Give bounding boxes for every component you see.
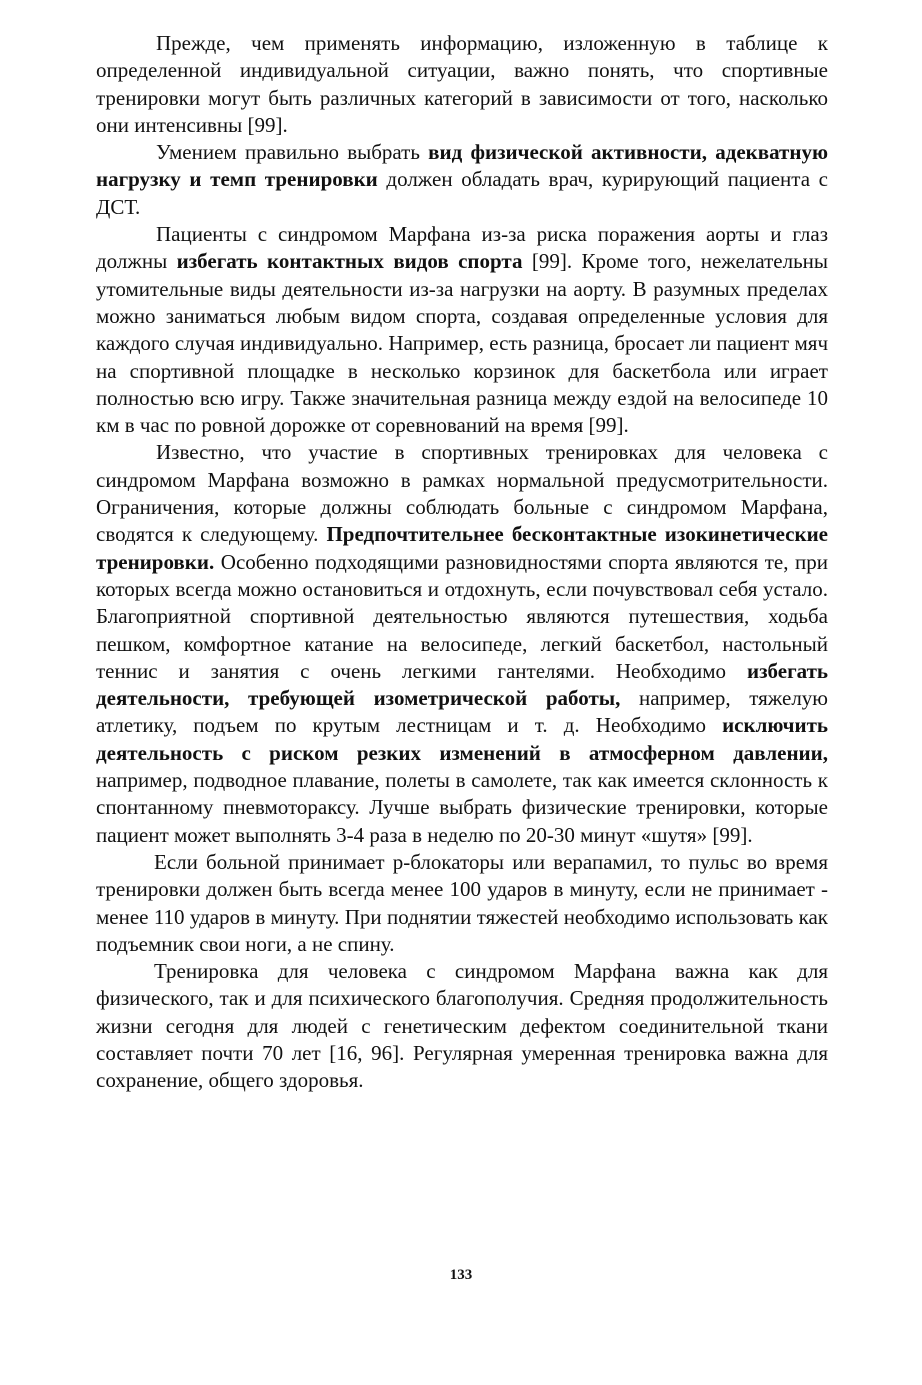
- paragraph-2-bold-a: вид физической активности, адекватную нагрузку и темп тренировки: [96, 140, 829, 192]
- paragraph-2-text-b: должен обладать врач, курирующий пациента с ДСТ.: [96, 167, 828, 219]
- paragraph-4-bold-a: Предпочтительнее бесконтактные изокинетические тренировки.: [96, 522, 829, 574]
- paragraph-4-text-d: например, подводное плавание, полеты в самолете, так как имеется склонность к спонтанному пневмотораксу. Лучше выбрать физические тренировки, которые пациент может выполнять 3-4 раза в неделю по 20-30 минут «шутя» [99].: [96, 768, 828, 847]
- paragraph-1: [96, 30, 828, 139]
- paragraph-3-bold-a: избегать контактных видов спорта: [176, 249, 523, 274]
- paragraph-6-text: Тренировка для человека с синдромом Марфана важна как для физического, так и для психического благополучия. Средняя продолжительность жизни сегодня для людей с генетическим дефектом соединительной ткани составляет почти 70 лет [16, 96]. Регулярная умеренная тренировка важна для сохранение, общего здоровья.: [96, 959, 828, 1093]
- paragraph-4-bold-c: исключить деятельность с риском резких изменений в атмосферном давлении,: [96, 713, 828, 765]
- paragraph-3-text-b: [99]. Кроме того, нежелательны утомительные виды деятельности из-за нагрузки на аорту. В разумных пределах можно заниматься любым видом спорта, создавая определенные условия для каждого случая индивидуально. Например, есть разница, бросает ли пациент мяч на спортивной площадке в несколько корзинок для баскетбола или играет полностью всю игру. Также значительная разница между ездой на велосипеде 10 км в час по ровной дорожке от соревнований на время [99].: [96, 249, 828, 438]
- paragraph-4-text-c: например, тяжелую атлетику, подъем по крутым лестницам и т. д. Необходимо: [96, 686, 828, 738]
- page-number: 133: [449, 1267, 473, 1283]
- paragraph-1-text: Прежде, чем применять информацию, изложенную в таблице к определенной индивидуальной ситуации, важно понять, что спортивные тренировки могут быть различных категорий в зависимости от того, насколько они интенсивны [99].: [96, 31, 828, 137]
- paragraph-4-text-b: Особенно подходящими разновидностями спорта являются те, при которых всегда можно остановиться и отдохнуть, если почувствовал себя устало. Благоприятной спортивной деятельностью являются путешествия, ходьба пешком, комфортное катание на велосипеде, легкий баскетбол, настольный теннис и занятия с очень легкими гантелями. Необходимо: [96, 549, 828, 683]
- paragraph-3-text-a: Пациенты с синдромом Марфана из-за риска поражения аорты и глаз должны: [96, 222, 828, 274]
- paragraph-2-text-a: Умением правильно выбрать: [156, 140, 429, 165]
- paragraph-4-bold-b: избегать деятельности, требующей изометрической работы,: [96, 658, 828, 711]
- paragraph-5: [96, 849, 828, 958]
- paragraph-6: [96, 958, 828, 1094]
- paragraph-4: [96, 439, 828, 848]
- paragraph-2: [96, 139, 828, 221]
- body-text: [96, 30, 828, 1095]
- paragraph-3: [96, 221, 828, 439]
- paragraph-4-text-a: Известно, что участие в спортивных тренировках для человека с синдромом Марфана возможно в рамках нормальной предусмотрительности. Ограничения, которые должны соблюдать больные с синдромом Марфана, сводятся к следующему.: [96, 440, 828, 547]
- paragraph-5-text: Если больной принимает р-блокаторы или верапамил, то пульс во время тренировки должен быть всегда менее 100 ударов в минуту, если не принимает - менее 110 ударов в минуту. При поднятии тяжестей необходимо использовать как подъемник свои ноги, а не спину.: [96, 849, 828, 956]
